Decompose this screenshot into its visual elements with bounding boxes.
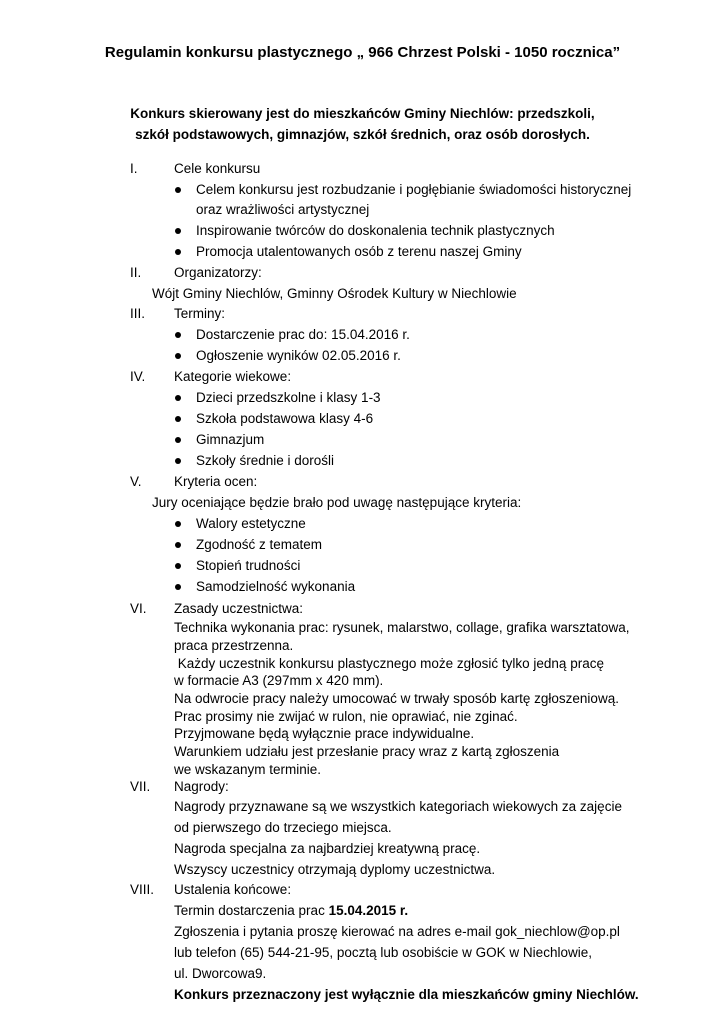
bullet-icon: [175, 187, 181, 193]
section-number: VI.: [130, 601, 147, 616]
bullet-icon: [175, 249, 181, 255]
list-item: Stopień trudności: [196, 558, 301, 573]
list-item: Samodzielność wykonania: [196, 579, 356, 594]
section-line: Technika wykonania prac: rysunek, malarstwo, collage, grafika warsztatowa,: [174, 620, 630, 635]
bullet-icon: [175, 332, 181, 338]
bullet-icon: [175, 584, 181, 590]
section-number: IV.: [130, 369, 146, 384]
subtitle-line-1: Konkurs skierowany jest do mieszkańców Gminy Niechlów: przedszkoli,: [130, 106, 595, 121]
section-heading: Zasady uczestnictwa:: [174, 601, 304, 616]
page-title: Regulamin konkursu plastycznego „ 966 Chrzest Polski - 1050 rocznica”: [104, 44, 621, 61]
section-line: Na odwrocie pracy należy umocować w trwały sposób kartę zgłoszeniową.: [174, 691, 619, 706]
section-text: Wójt Gminy Niechlów, Gminny Ośrodek Kultury w Niechlowie: [152, 286, 517, 301]
list-item: Celem konkursu jest rozbudzanie i pogłębianie świadomości historycznej: [196, 182, 632, 197]
bullet-icon: [175, 228, 181, 234]
bullet-icon: [175, 521, 181, 527]
section-line: Każdy uczestnik konkursu plastycznego może zgłosić tylko jedną pracę: [174, 656, 604, 671]
list-item: Dzieci przedszkolne i klasy 1-3: [196, 390, 381, 405]
section-line: we wskazanym terminie.: [174, 762, 322, 777]
bullet-icon: [175, 353, 181, 359]
section-line: Wszyscy uczestnicy otrzymają dyplomy uczestnictwa.: [174, 862, 496, 877]
list-item: Promocja utalentowanych osób z terenu naszej Gminy: [196, 244, 522, 259]
section-line: ul. Dworcowa9.: [174, 966, 267, 981]
section-line: od pierwszego do trzeciego miejsca.: [174, 820, 392, 835]
deadline-date: 15.04.2015 r.: [328, 903, 409, 918]
bullet-icon: [175, 542, 181, 548]
section-line: praca przestrzenna.: [174, 638, 294, 653]
bullet-icon: [175, 395, 181, 401]
deadline-line: [174, 902, 408, 919]
list-item: Zgodność z tematem: [196, 537, 323, 552]
section-number: V.: [130, 474, 142, 489]
section-heading: Kryteria ocen:: [174, 474, 258, 489]
section-heading: Kategorie wiekowe:: [174, 369, 292, 384]
section-heading: Cele konkursu: [174, 161, 261, 176]
section-heading: Terminy:: [174, 306, 226, 321]
list-item: Inspirowanie twórców do doskonalenia technik plastycznych: [196, 223, 555, 238]
list-item: Szkoła podstawowa klasy 4-6: [196, 411, 374, 426]
section-number: I.: [130, 161, 138, 176]
section-number: VII.: [130, 779, 151, 794]
bullet-icon: [175, 563, 181, 569]
section-heading: Organizatorzy:: [174, 265, 262, 280]
bullet-icon: [175, 458, 181, 464]
section-line: w formacie A3 (297mm x 420 mm).: [174, 673, 384, 688]
section-number: VIII.: [130, 882, 155, 897]
section-heading: Ustalenia końcowe:: [174, 882, 292, 897]
list-item: Ogłoszenie wyników 02.05.2016 r.: [196, 348, 401, 363]
deadline-prefix: Termin dostarczenia prac: [174, 903, 329, 918]
section-number: III.: [130, 306, 146, 321]
list-item: Szkoły średnie i dorośli: [196, 453, 335, 468]
list-item: Gimnazjum: [196, 432, 265, 447]
section-line: Prac prosimy nie zwijać w rulon, nie oprawiać, nie zginać.: [174, 709, 518, 724]
bullet-icon: [175, 437, 181, 443]
list-item: Walory estetyczne: [196, 516, 306, 531]
section-line: Przyjmowane będą wyłącznie prace indywidualne.: [174, 726, 475, 741]
list-item-continuation: oraz wrażliwości artystycznej: [196, 202, 370, 217]
section-line: Nagrody przyznawane są we wszystkich kategoriach wiekowych za zajęcie: [174, 799, 622, 814]
section-number: II.: [130, 265, 142, 280]
list-item: Dostarczenie prac do: 15.04.2016 r.: [196, 327, 410, 342]
section-line: Warunkiem udziału jest przesłanie pracy wraz z kartą zgłoszenia: [174, 744, 560, 759]
section-heading: Nagrody:: [174, 779, 229, 794]
closing-note: Konkurs przeznaczony jest wyłącznie dla mieszkańców gminy Niechlów.: [174, 987, 639, 1002]
section-text: Jury oceniające będzie brało pod uwagę następujące kryteria:: [152, 495, 522, 510]
section-line: Nagroda specjalna za najbardziej kreatywną pracę.: [174, 841, 481, 856]
section-line: Zgłoszenia i pytania proszę kierować na adres e-mail gok_niechlow@op.pl: [174, 924, 620, 939]
bullet-icon: [175, 416, 181, 422]
subtitle-line-2: szkół podstawowych, gimnazjów, szkół średnich, oraz osób dorosłych.: [135, 127, 590, 142]
section-line: lub telefon (65) 544-21-95, pocztą lub osobiście w GOK w Niechlowie,: [174, 945, 592, 960]
